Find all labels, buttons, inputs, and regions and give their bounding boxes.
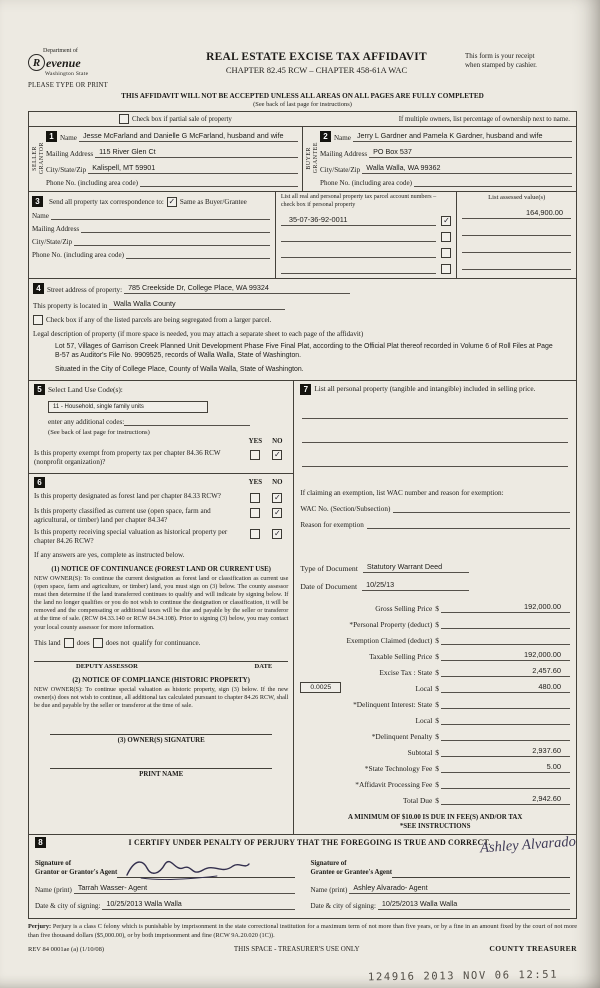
certification-section (29, 835, 576, 918)
buyer-mailing-field[interactable]: PO Box 537 (369, 147, 572, 158)
land-use-see-back-note: (See back of last page for instructions) (48, 429, 150, 436)
delinquent-interest-state-field[interactable] (441, 698, 570, 709)
seller-city-field[interactable]: Kalispell, MT 59901 (88, 163, 298, 174)
grantee-signature: Ashley Alvarado (479, 833, 577, 857)
section-3-badge: 3 (32, 196, 43, 207)
seller-side-label: SELLER GRANTOR (32, 141, 45, 175)
grantor-name-print-label: Name (print) (35, 886, 72, 894)
delinquent-penalty-field[interactable] (441, 730, 570, 741)
assessed-value-field[interactable] (462, 259, 571, 270)
land-use-section (29, 381, 293, 474)
assessed-values-header: List assessed value(s) (488, 194, 546, 201)
segregated-label: Check box if any of the listed parcels are being segregated from a larger parcel. (46, 316, 272, 324)
notice-continuance-text: NEW OWNER(S): To continue the current designation as forest land or classification as current use (open space, farm and agriculture, or timber) land, you must sign on (3) below. The county assessor must then determine if the land transferred continues to qualify and will indicate by signing below. If the land no longer qualifies or you do not wish to continue the designation or classification, it will be removed and the compensating or additional taxes will be due and payable by the seller or transferor at the time of sale. (RCW 84.33.140 or RCW 84.34.108). Prior to signing (3) below, you may contact your local county assessor for more information. (34, 575, 289, 631)
money-row: *Delinquent Interest: State $ (300, 698, 570, 709)
seller-name-label: Name (60, 134, 77, 142)
personal-property-field[interactable] (302, 456, 568, 467)
parcel-numbers-column (276, 192, 458, 278)
grantor-signature (121, 854, 251, 882)
money-row: Subtotal $ 2,937.60 (300, 746, 570, 757)
document-date-label: Date of Document (300, 582, 358, 591)
money-row: *Personal Property (deduct) $ (300, 618, 570, 629)
personal-property-checkbox[interactable] (441, 232, 451, 242)
wac-number-label: WAC No. (Section/Subsection) (300, 505, 391, 513)
logo-washington-state: Washington State (45, 71, 89, 77)
exempt-no-checkbox[interactable]: ✓ (273, 450, 281, 459)
logo-revenue: evenue (46, 55, 81, 70)
buyer-section (303, 127, 576, 191)
grantor-name-print-field[interactable]: Tarrah Wasser- Agent (74, 883, 295, 894)
grantor-date-city-label: Date & city of signing: (35, 902, 101, 910)
date-label: DATE (254, 662, 273, 670)
current-use-question-row: Is this property classified as current use (open space, farm and agricultural, or timber) land per chapter 84.34? ✓ (34, 506, 281, 524)
buyer-city-label: City/State/Zip (320, 166, 361, 174)
money-row: *State Technology Fee $ 5.00 (300, 762, 570, 773)
delinquent-interest-local-field[interactable] (441, 714, 570, 725)
money-row: *Affidavit Processing Fee $ (300, 778, 570, 789)
seller-name-field[interactable]: Jesse McFarland and Danielle G McFarland, husband and wife (79, 131, 298, 142)
exemption-reason-label: Reason for exemption (300, 521, 364, 529)
form-header (28, 48, 577, 89)
document-date-field[interactable]: 10/25/13 (362, 580, 469, 591)
correspondence-city-label: City/State/Zip (32, 238, 73, 246)
money-row: Gross Selling Price $ 192,000.00 (300, 602, 570, 613)
personal-property-deduct-field[interactable] (441, 618, 570, 629)
historic-yes-checkbox[interactable] (250, 529, 260, 539)
parcel-row (281, 264, 452, 274)
street-address-label: Street address of property: (47, 286, 123, 294)
situated-text: Situated in the City of College Place, County of Walla Walla, State of Washington. (55, 366, 304, 374)
parcel-number-field[interactable] (281, 240, 437, 242)
partial-sale-row (29, 112, 576, 127)
perjury-certification-statement: I CERTIFY UNDER PENALTY OF PERJURY THAT THE FOREGOING IS TRUE AND CORRECT. (128, 838, 491, 847)
excise-tax-state-field[interactable]: 2,457.60 (441, 666, 570, 677)
parcel-numbers-header: List all real and personal property tax parcel account numbers – check box if personal property (280, 194, 437, 208)
land-use-select-label: Select Land Use Code(s): (48, 385, 123, 394)
personal-property-header: List all personal property (tangible and intangible) included in selling price. (314, 384, 536, 393)
logo-department-of: Department of (43, 48, 78, 54)
section-8-badge: 8 (35, 837, 46, 848)
partial-sale-label: Check box if partial sale of property (132, 115, 232, 123)
receipt-note: This form is your receipt when stamped by cashier. (465, 52, 537, 70)
treasurer-space-label: THIS SPACE - TREASURER'S USE ONLY (233, 945, 360, 953)
current-use-no-checkbox[interactable]: ✓ (273, 507, 281, 517)
buyer-phone-label: Phone No. (including area code) (320, 179, 412, 187)
please-type-or-print: PLEASE TYPE OR PRINT (28, 82, 108, 89)
does-not-checkbox[interactable] (93, 638, 103, 648)
historic-question-row: Is this property receiving special valuation as historical property per chapter 84.26 RCW? ✓ (34, 528, 281, 546)
section-4-badge: 4 (33, 283, 44, 294)
local-rate-box: 0.0025 (300, 682, 341, 693)
subtotal-field[interactable]: 2,937.60 (441, 746, 570, 757)
money-row: *Delinquent Penalty $ (300, 730, 570, 741)
form-subtitle: CHAPTER 82.45 RCW – CHAPTER 458-61A WAC (225, 65, 408, 75)
forest-yes-checkbox[interactable] (250, 493, 260, 503)
street-address-field[interactable]: 785 Creekside Dr, College Place, WA 99324 (124, 283, 350, 294)
additional-codes-label: enter any additional codes: (48, 418, 125, 426)
correspondence-city-field[interactable] (74, 244, 270, 246)
wac-number-field[interactable] (393, 511, 570, 513)
owner-signature-block: (3) OWNER(S) SIGNATURE (34, 725, 288, 744)
personal-property-field[interactable] (302, 408, 568, 419)
legal-description-label: Legal description of property (if more space is needed, you may attach a separate sheet to each page of the affidavit) (33, 330, 364, 338)
correspondence-section (29, 192, 576, 279)
located-in-field[interactable]: Walla Walla County (109, 299, 285, 310)
exempt-question-row (34, 449, 288, 467)
money-row: 0.0025 Local $ 480.00 (300, 682, 570, 693)
money-row: Excise Tax : State $ 2,457.60 (300, 666, 570, 677)
section-6-badge: 6 (34, 477, 45, 488)
exempt-question: Is this property exempt from property tax per chapter 84.36 RCW (nonprofit organization)? (34, 449, 221, 466)
historic-no-checkbox[interactable]: ✓ (273, 529, 281, 539)
seller-mailing-field[interactable]: 115 River Glen Ct (95, 147, 298, 158)
parties-section (29, 127, 576, 192)
money-row: Taxable Selling Price $ 192,000.00 (300, 650, 570, 661)
form-body (28, 111, 577, 919)
forest-no-checkbox[interactable]: ✓ (273, 492, 281, 502)
correspondence-mailing-field[interactable] (81, 231, 270, 233)
perjury-notice: Perjury: Perjury is a class C felony which is punishable by imprisonment in the state correctional institution for a maximum term of not more than five years, or by a fine in an amount fixed by the court of not more than five thousand dollars ($5,000.00), or by both imprisonment and fine (RCW 9A.20.020 (1C)). (28, 923, 577, 939)
middle-columns (29, 381, 576, 835)
same-as-buyer-label: Same as Buyer/Grantee (179, 197, 247, 206)
seller-section (29, 127, 303, 191)
exemption-claim-label: If claiming an exemption, list WAC number and reason for exemption: (300, 489, 504, 497)
notice-continuance-title: (1) NOTICE OF CONTINUANCE (FOREST LAND OR CURRENT USE) (51, 566, 271, 574)
correspondence-name-label: Name (32, 212, 49, 220)
seller-mailing-label: Mailing Address (46, 150, 94, 158)
forest-question-row: Is this property designated as forest land per chapter 84.33 RCW? ✓ (34, 491, 281, 502)
county-treasurer-label: COUNTY TREASURER (489, 944, 577, 953)
additional-codes-field[interactable] (124, 424, 250, 426)
grantee-name-print-label: Name (print) (310, 886, 348, 894)
correspondence-mailing-label: Mailing Address (32, 225, 80, 233)
property-section (29, 279, 576, 381)
segregated-checkbox[interactable] (33, 315, 43, 325)
money-row: Exemption Claimed (deduct) $ (300, 634, 570, 645)
correspondence-phone-field[interactable] (126, 257, 270, 259)
taxable-selling-price-field[interactable]: 192,000.00 (441, 650, 570, 661)
does-checkbox[interactable] (64, 638, 74, 648)
grantee-date-city-field[interactable]: 10/25/2013 Walla Walla (378, 899, 570, 910)
current-use-yes-checkbox[interactable] (250, 508, 260, 518)
personal-property-section (294, 381, 576, 834)
multiple-owners-note: If multiple owners, list percentage of ownership next to name. (398, 115, 570, 123)
dor-logo (28, 48, 168, 77)
deputy-assessor-label: DEPUTY ASSESSOR (76, 662, 138, 670)
correspondence-name-field[interactable] (51, 218, 270, 220)
buyer-side-label: BUYER GRANTEE (306, 142, 319, 174)
section-1-badge: 1 (46, 131, 57, 142)
assessed-value-field[interactable]: 164,900.00 (462, 208, 571, 219)
continuance-line: This land does does not qualify for continuance. (34, 638, 201, 647)
located-in-label: This property is located in (33, 302, 108, 310)
money-row: Total Due $ 2,942.60 (300, 794, 570, 805)
assessed-value-field[interactable] (462, 225, 571, 236)
minimum-fee-note: A MINIMUM OF $10.00 IS DUE IN FEE(S) AND/OR TAX (347, 814, 523, 821)
buyer-name-field[interactable]: Jerry L Gardner and Pamela K Gardner, husband and wife (353, 131, 572, 142)
affidavit-processing-fee-field[interactable] (441, 778, 570, 789)
excise-tax-table (300, 597, 570, 805)
yes-no-header: YES NO (248, 478, 283, 486)
personal-property-field[interactable] (302, 432, 568, 443)
grantor-signature-block: Signature of Grantor or Grantor's Agent Name (print) Tarrah Wasser- Agent Date & city of signing: 10/25/2013 Walla Walla (35, 850, 295, 910)
parcel-row (281, 215, 452, 226)
grantee-signature-block: Signature of Grantee or Grantee's Agent Ashley Alvarado Name (print) Ashley Alvarado- Agent Date & city of signing: 10/25/2013 Walla Walla (310, 833, 577, 910)
buyer-phone-field[interactable] (414, 185, 572, 187)
personal-property-checkbox[interactable]: ✓ (443, 216, 450, 226)
form-number: REV 84 0001ae (a) (1/10/08) (28, 946, 105, 953)
parcel-row (281, 248, 452, 258)
revenue-r-icon: R (28, 54, 45, 71)
yes-no-header: YES NO (248, 438, 283, 445)
grantor-date-city-field[interactable]: 10/25/2013 Walla Walla (102, 899, 294, 910)
form-footer (28, 944, 577, 953)
document-type-label: Type of Document (300, 564, 358, 573)
grantee-signature-line[interactable] (392, 833, 577, 878)
exempt-yes-checkbox[interactable] (250, 450, 260, 460)
form-title: REAL ESTATE EXCISE TAX AFFIDAVIT (206, 51, 427, 63)
print-name-line[interactable] (50, 759, 272, 769)
section-2-badge: 2 (320, 131, 331, 142)
grantee-name-print-field[interactable]: Ashley Alvarado- Agent (349, 883, 570, 894)
section-7-badge: 7 (300, 384, 311, 395)
assessed-value-field[interactable] (462, 242, 571, 253)
print-name-block: PRINT NAME (34, 759, 288, 778)
excise-tax-local-field[interactable]: 480.00 (441, 682, 570, 693)
cashier-stamp: 124916 2013 NOV 06 12:51 (367, 968, 559, 984)
same-as-buyer-checkbox[interactable]: ✓ (168, 196, 176, 206)
personal-property-checkbox[interactable] (441, 264, 451, 274)
correspondence-phone-label: Phone No. (including area code) (32, 251, 124, 259)
see-back-note: (See back of last page for instructions) (253, 101, 352, 108)
exemption-claimed-field[interactable] (441, 634, 570, 645)
notice-compliance-title: (2) NOTICE OF COMPLIANCE (HISTORIC PROPERTY) (72, 676, 250, 684)
buyer-mailing-label: Mailing Address (320, 150, 368, 158)
if-yes-note: If any answers are yes, complete as instructed below. (34, 551, 185, 560)
parcel-number-field[interactable] (281, 256, 437, 258)
exemption-reason-field[interactable] (367, 527, 570, 529)
grantor-signature-line[interactable] (117, 853, 294, 878)
total-due-field[interactable]: 2,942.60 (441, 794, 570, 805)
land-use-code-field[interactable]: 11 - Household, single family units (48, 401, 208, 413)
buyer-city-field[interactable]: Walla Walla, WA 99362 (362, 163, 572, 174)
parcel-number-field[interactable]: 35-07-36-92-0011 (281, 215, 437, 226)
seller-city-label: City/State/Zip (46, 166, 87, 174)
completion-warning: THIS AFFIDAVIT WILL NOT BE ACCEPTED UNLESS ALL AREAS ON ALL PAGES ARE FULLY COMPLETED (121, 92, 484, 100)
document-type-field[interactable]: Statutory Warrant Deed (363, 562, 470, 573)
personal-property-checkbox[interactable] (441, 248, 451, 258)
notice-compliance-text: NEW OWNER(S): To continue special valuation as historic property, sign (3) below. If the new owner(s) does not wish to continue, all additional tax calculated pursuant to chapter 84.26 RCW, shall be due and payable by the seller or transferor at the time of sale. (34, 685, 289, 709)
owner-signature-line[interactable] (50, 725, 272, 735)
partial-sale-checkbox[interactable] (119, 114, 129, 124)
see-instructions-note: *SEE INSTRUCTIONS (399, 823, 471, 830)
parcel-number-field[interactable] (281, 272, 437, 274)
legal-description-text: Lot 57, Villages of Garrison Creek Planned Unit Development Phase Five Final Plat, according to the Official Plat thereof recorded in Volume 6 of Roll Files at Page B-57 as Auditor's File No. 9909525, records of Walla Walla, State of Washington. (55, 343, 553, 360)
state-technology-fee-field[interactable]: 5.00 (441, 762, 570, 773)
deputy-assessor-signature-line[interactable] (34, 648, 288, 662)
section-5-badge: 5 (34, 384, 45, 395)
seller-phone-label: Phone No. (including area code) (46, 179, 138, 187)
gross-selling-price-field[interactable]: 192,000.00 (441, 602, 570, 613)
buyer-name-label: Name (334, 134, 351, 142)
grantee-date-city-label: Date & city of signing: (310, 902, 376, 910)
money-row: Local $ (300, 714, 570, 725)
parcel-row (281, 232, 452, 242)
seller-phone-field[interactable] (140, 185, 298, 187)
classification-section (29, 474, 293, 834)
send-correspondence-label: Send all property tax correspondence to: (49, 197, 164, 206)
assessed-values-column (457, 192, 576, 278)
